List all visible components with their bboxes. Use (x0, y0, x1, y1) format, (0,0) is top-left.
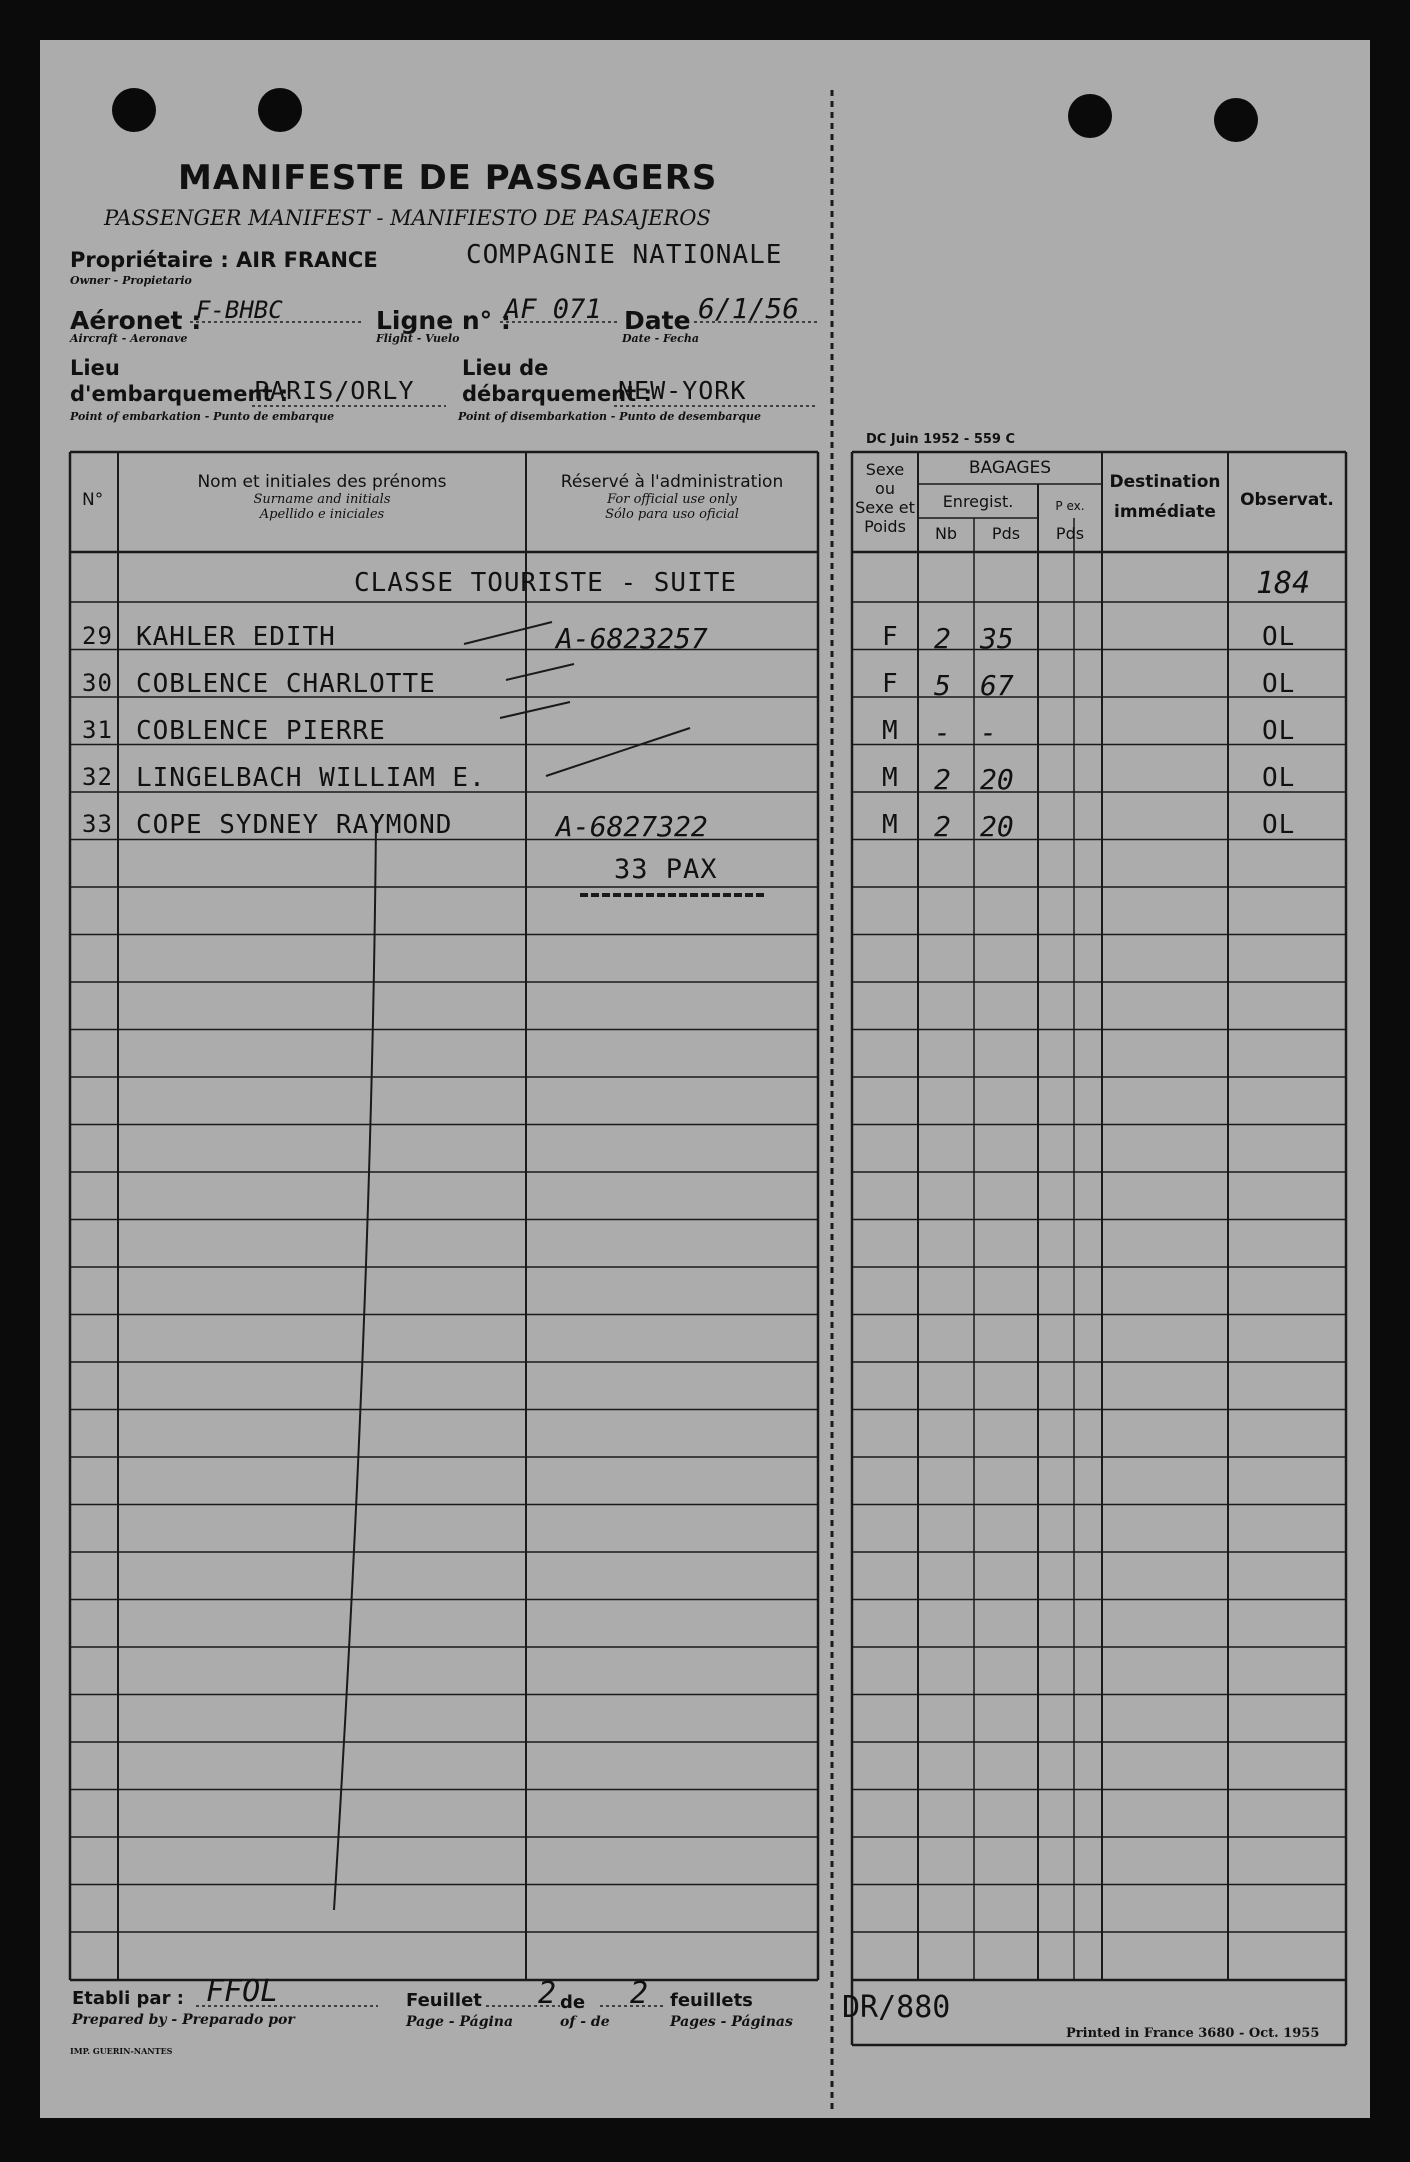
date-sublabel: Date - Fecha (622, 332, 699, 345)
passenger-nb: 5 (934, 669, 951, 702)
disembark-label-line2: débarquement : (462, 382, 652, 406)
owner-value: COMPAGNIE NATIONALE (466, 240, 783, 270)
page-value: 2 (538, 1976, 557, 2011)
col-sex-line2: ou (875, 479, 895, 498)
disembark-label-line1: Lieu de (462, 356, 549, 380)
date-label: Date (624, 306, 691, 335)
passenger-no: 29 (82, 622, 113, 650)
pages-sublabel: Pages - Páginas (670, 2014, 793, 2030)
col-no-header: N° (82, 490, 104, 510)
imprint-note: IMP. GUERIN-NANTES (70, 2046, 173, 2056)
passenger-sex: M (882, 810, 899, 840)
col-observ-header: Observat. (1240, 490, 1334, 510)
passenger-sex: F (882, 669, 899, 699)
prepared-value: FFOL (206, 1974, 279, 2009)
right-code: DR/880 (842, 1990, 951, 2025)
passenger-nb: - (934, 716, 951, 749)
col-dest-line2: immédiate (1114, 502, 1216, 522)
disembark-value: NEW-YORK (618, 376, 747, 405)
passenger-sex: M (882, 716, 899, 746)
passenger-no: 30 (82, 669, 113, 697)
passenger-nb: 2 (934, 763, 951, 796)
col-sex-line3: Sexe et (855, 498, 915, 517)
of-sublabel: of - de (560, 2014, 610, 2030)
col-pds-header: Pds (991, 524, 1021, 543)
passenger-observ: OL (1262, 622, 1296, 652)
passenger-sex: F (882, 622, 899, 652)
printed-note: Printed in France 3680 - Oct. 1955 (1066, 2026, 1320, 2041)
form-reference: DC Juin 1952 - 559 C (866, 432, 1016, 447)
col-name-header (118, 472, 526, 522)
passenger-name: COBLENCE CHARLOTTE (136, 669, 436, 699)
page-sublabel: Page - Página (406, 2014, 514, 2030)
flight-label: Ligne n° : (376, 306, 511, 335)
total-pax: 33 PAX (614, 854, 718, 885)
col-dest-header (1102, 472, 1228, 522)
col-excess-pds-header: Pds (1055, 524, 1085, 543)
passenger-observ: OL (1262, 810, 1296, 840)
prepared-label: Etabli par : (72, 1988, 184, 2009)
manifest-subtitle: PASSENGER MANIFEST - MANIFIESTO DE PASAJEROS (104, 206, 711, 230)
col-bagages-header: BAGAGES (968, 458, 1052, 478)
passenger-pds: 20 (980, 763, 1014, 796)
col-sex-line1: Sexe (865, 460, 905, 479)
embark-value: PARIS/ORLY (254, 376, 415, 405)
col-name-sub1: Surname and initials (253, 492, 391, 507)
passenger-observ: OL (1262, 669, 1296, 699)
passenger-name: COBLENCE PIERRE (136, 716, 386, 746)
col-name-sub2: Apellido e iniciales (259, 507, 385, 522)
embark-label-line1: Lieu (70, 356, 120, 380)
section-heading: CLASSE TOURISTE - SUITE (354, 568, 738, 598)
passenger-no: 33 (82, 810, 113, 838)
passenger-observ: OL (1262, 716, 1296, 746)
passenger-no: 31 (82, 716, 113, 744)
passenger-observ: OL (1262, 763, 1296, 793)
passenger-pds: - (980, 716, 997, 749)
manifest-title: MANIFESTE DE PASSAGERS (178, 158, 718, 198)
passenger-admin: A-6823257 (556, 622, 708, 655)
passenger-pds: 20 (980, 810, 1014, 843)
aircraft-label: Aéronet : (70, 306, 202, 335)
col-name-title: Nom et initiales des prénoms (197, 472, 447, 492)
passenger-name: LINGELBACH WILLIAM E. (136, 763, 486, 793)
aircraft-sublabel: Aircraft - Aeronave (70, 332, 188, 345)
date-value: 6/1/56 (698, 292, 800, 325)
of-value: 2 (630, 1976, 649, 2011)
flight-value: AF 071 (504, 294, 602, 325)
passenger-name: COPE SYDNEY RAYMOND (136, 810, 453, 840)
col-admin-title: Réservé à l'administration (560, 472, 784, 492)
pages-label: feuillets (670, 1990, 753, 2011)
passenger-sex: M (882, 763, 899, 793)
col-admin-header (526, 472, 818, 522)
col-admin-sub1: For official use only (607, 492, 737, 507)
passenger-admin: A-6827322 (556, 810, 708, 843)
passenger-name: KAHLER EDITH (136, 622, 336, 652)
col-dest-line1: Destination (1109, 472, 1221, 492)
passenger-pds: 67 (980, 669, 1014, 702)
col-admin-sub2: Sólo para uso oficial (605, 507, 739, 522)
page-label: Feuillet (406, 1990, 482, 2011)
owner-label: Propriétaire : AIR FRANCE (70, 248, 378, 272)
observ-top-value: 184 (1256, 566, 1311, 601)
disembark-sublabel: Point of disembarkation - Punto de desembarque (458, 410, 762, 423)
passenger-nb: 2 (934, 622, 951, 655)
owner-sublabel: Owner - Propietario (70, 274, 192, 287)
flight-sublabel: Flight - Vuelo (376, 332, 460, 345)
prepared-sublabel: Prepared by - Preparado por (72, 2012, 295, 2028)
passenger-pds: 35 (980, 622, 1014, 655)
col-enreg-header: Enregist. (942, 492, 1014, 511)
of-label: de (560, 1992, 586, 2013)
col-excess-header: P ex. (1055, 499, 1085, 513)
passenger-no: 32 (82, 763, 113, 791)
passenger-nb: 2 (934, 810, 951, 843)
embark-label-line2: d'embarquement : (70, 382, 289, 406)
col-sex-line4: Poids (864, 517, 906, 536)
col-nb-header: Nb (934, 524, 958, 543)
embark-sublabel: Point of embarkation - Punto de embarque (70, 410, 335, 423)
aircraft-value: F-BHBC (196, 296, 283, 324)
col-sex-header (852, 460, 918, 536)
